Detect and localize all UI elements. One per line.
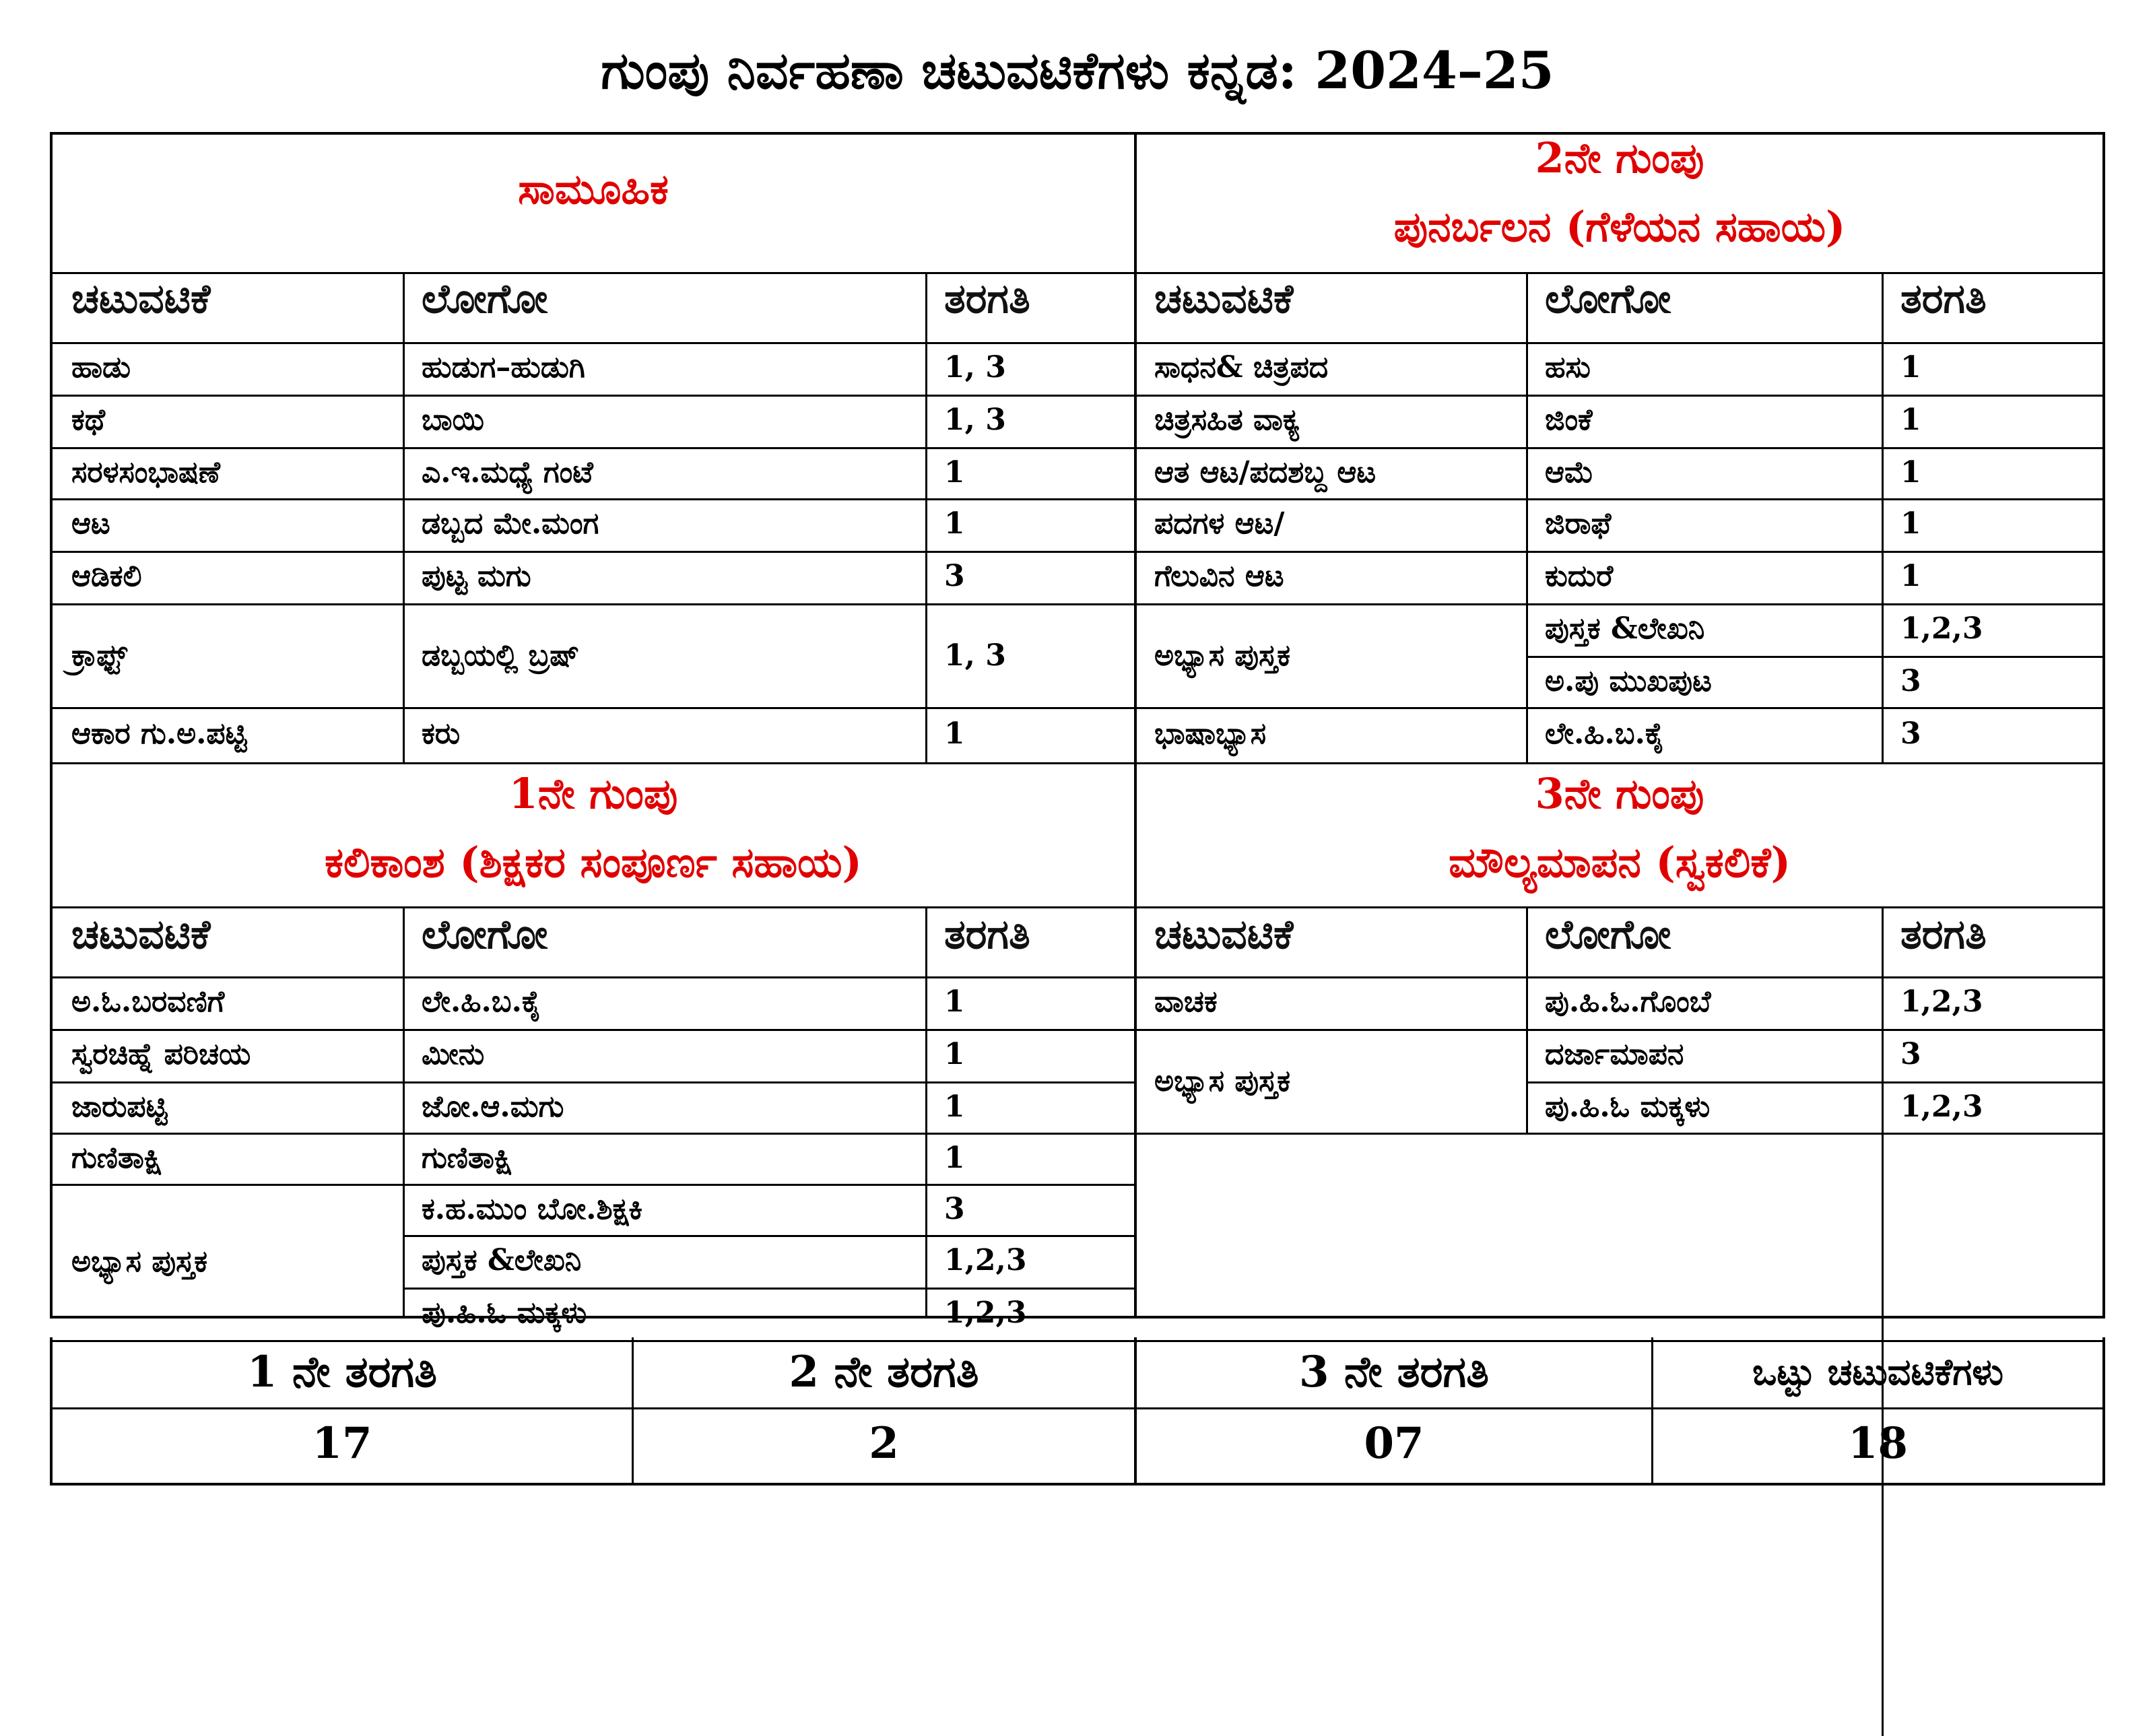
column-header-logo: ಲೋಗೋ [1545, 911, 1671, 958]
table-cell: ಜಿಂಕೆ [1545, 403, 1593, 437]
table-cell: 1,2,3 [944, 1296, 1027, 1330]
table-cell: ಕಥೆ [71, 403, 105, 437]
table-cell: ಅಭ್ಯಾಸ ಪುಸ್ತಕ [1154, 1064, 1291, 1098]
table-cell: 3 [1900, 716, 1921, 751]
table-cell: ಆತ ಆಟ/ಪದಶಬ್ದ ಆಟ [1154, 455, 1377, 490]
table-cell: 1,2,3 [1900, 1090, 1983, 1124]
table-cell: 1 [944, 1037, 965, 1071]
table-cell: 1 [1900, 455, 1921, 490]
page-title: ಗುಂಪು ನಿರ್ವಹಣಾ ಚಟುವಟಿಕೆಗಳು ಕನ್ನಡ: 2024–25 [601, 40, 1554, 100]
column-header-activity: ಚಟುವಟಿಕೆ [71, 911, 211, 958]
column-header-grade: ತರಗತಿ [944, 911, 1030, 958]
table-cell: ಡಬ್ಬಯಲ್ಲಿ ಬ್ರಷ್ [422, 638, 580, 673]
table-cell: 1,2,3 [1900, 984, 1983, 1019]
table-cell: ಹಾಡು [71, 350, 131, 385]
table-cell: 1 [944, 506, 965, 541]
table-cell: ಜೋ.ಆ.ಮಗು [422, 1090, 564, 1124]
table-cell: ಸಾಧನ& ಚಿತ್ರಪದ [1154, 350, 1329, 385]
table-cell: 3 [1900, 664, 1921, 698]
table-cell: 3 [944, 559, 965, 593]
table-cell: ಆಮೆ [1545, 455, 1594, 490]
table-cell: ವಾಚಕ [1154, 984, 1218, 1019]
total-value-all: 18 [1847, 1418, 1909, 1469]
table-cell: ಲೇ.ಹಿ.ಬ.ಕೈ [1545, 716, 1665, 751]
table-cell: 1 [944, 716, 965, 751]
group2-subheading: ಪುನರ್ಬಲನ (ಗೆಳೆಯನ ಸಹಾಯ) [1393, 202, 1846, 251]
table-cell: 1,2,3 [1900, 611, 1983, 646]
table-cell: ಪು.ಹಿ.ಓ ಮಕ್ಕಳು [422, 1296, 587, 1330]
table-cell: ಅಭ್ಯಾಸ ಪುಸ್ತಕ [1154, 638, 1291, 673]
table-cell: ಭಾಷಾಭ್ಯಾಸ [1154, 716, 1267, 751]
table-cell: 1,2,3 [944, 1243, 1027, 1277]
table-cell: ಕ.ಹ.ಮುಂ ಬೋ.ಶಿಕ್ಷಕಿ [422, 1192, 643, 1226]
table-cell: ಪದಗಳ ಆಟ/ [1154, 506, 1285, 541]
column-header-logo: ಲೋಗೋ [422, 275, 548, 323]
table-cell: ಡಬ್ಬದ ಮೇ.ಮಂಗ [422, 506, 599, 541]
column-header-grade: ತರಗತಿ [1900, 911, 1987, 958]
total-label-grade2: 2 ನೇ ತರಗತಿ [789, 1347, 979, 1397]
table-cell: ಕ್ರಾಫ್ಟ್ [71, 638, 127, 673]
table-cell: 3 [1900, 1037, 1921, 1071]
table-cell: ಸರಳಸಂಭಾಷಣೆ [71, 455, 220, 490]
table-cell: ಜಿರಾಫೆ [1545, 506, 1612, 541]
table-cell: ದರ್ಜಾಮಾಪನ [1545, 1037, 1684, 1071]
table-cell: ಆಡಿಕಲಿ [71, 559, 142, 593]
table-cell: ಪುಟ್ಟ ಮಗು [422, 559, 531, 593]
column-header-activity: ಚಟುವಟಿಕೆ [1154, 911, 1294, 958]
column-header-grade: ತರಗತಿ [1900, 275, 1987, 323]
total-label-grade3: 3 ನೇ ತರಗತಿ [1299, 1347, 1489, 1397]
table-cell: 1 [944, 1090, 965, 1124]
table-cell: ಚಿತ್ರಸಹಿತ ವಾಕ್ಯ [1154, 403, 1300, 437]
table-cell: ಗುಣಿತಾಕ್ಷಿ [422, 1141, 513, 1175]
table-cell: 1, 3 [944, 638, 1006, 673]
table-cell: 3 [944, 1192, 965, 1226]
table-cell: 1 [944, 455, 965, 490]
table-cell: ಹಸು [1545, 350, 1591, 385]
total-value-grade2: 2 [869, 1418, 899, 1469]
group1-subheading: ಕಲಿಕಾಂಶ (ಶಿಕ್ಷಕರ ಸಂಪೂರ್ಣ ಸಹಾಯ) [325, 838, 862, 887]
table-cell: ಗುಣಿತಾಕ್ಷಿ [71, 1141, 163, 1175]
table-cell: ಕರು [422, 716, 461, 751]
table-cell: 1 [944, 984, 965, 1019]
group1-heading: 1ನೇ ಗುಂಪು [508, 769, 678, 818]
group3-subheading: ಮೌಲ್ಯಮಾಪನ (ಸ್ವಕಲಿಕೆ) [1449, 838, 1791, 887]
table-cell: 1, 3 [944, 350, 1006, 385]
table-cell: ಅ.ಓ.ಬರವಣಿಗೆ [71, 984, 225, 1019]
table-cell: 1 [1900, 350, 1921, 385]
table-cell: ಪುಸ್ತಕ &ಲೇಖನಿ [1545, 611, 1705, 646]
table-cell: ಆಕಾರ ಗು.ಅ.ಪಟ್ಟಿ [71, 716, 247, 751]
table-cell: ಪು.ಹಿ.ಓ.ಗೊಂಬೆ [1545, 984, 1711, 1019]
table-cell: ಆಟ [71, 506, 110, 541]
table-cell: ಎ.ಇ.ಮಧ್ಯೆ ಗಂಟೆ [422, 455, 593, 490]
table-cell: ಮೀನು [422, 1037, 485, 1071]
table-cell: ಅ.ಪು ಮುಖಪುಟ [1545, 664, 1712, 698]
total-label-grade1: 1 ನೇ ತರಗತಿ [247, 1347, 437, 1397]
table-cell: ಪು.ಹಿ.ಓ ಮಕ್ಕಳು [1545, 1090, 1711, 1124]
total-label-all: ಒಟ್ಟು ಚಟುವಟಿಕೆಗಳು [1752, 1350, 2003, 1393]
table-cell: ಹುಡುಗ–ಹುಡುಗಿ [422, 350, 585, 385]
table-cell: 1 [944, 1141, 965, 1175]
table-cell: ಬಾಯಿ [422, 403, 484, 437]
table-cell: ಲೇ.ಹಿ.ಬ.ಕೈ [422, 984, 541, 1019]
column-header-grade: ತರಗತಿ [944, 275, 1030, 323]
column-header-logo: ಲೋಗೋ [1545, 275, 1671, 323]
table-cell: ಅಭ್ಯಾಸ ಪುಸ್ತಕ [71, 1244, 208, 1279]
table-cell: 1 [1900, 559, 1921, 593]
column-header-activity: ಚಟುವಟಿಕೆ [1154, 275, 1294, 323]
totals-table [50, 1337, 2105, 1485]
total-value-grade3: 07 [1364, 1418, 1424, 1469]
table-cell: ಜಾರುಪಟ್ಟಿ [71, 1090, 168, 1124]
samuhika-heading: ಸಾಮೂಹಿಕ [518, 164, 669, 213]
table-cell: ಕುದುರೆ [1545, 559, 1614, 593]
column-header-logo: ಲೋಗೋ [422, 911, 548, 958]
table-cell: ಪುಸ್ತಕ &ಲೇಖನಿ [422, 1243, 582, 1277]
group2-heading: 2ನೇ ಗುಂಪು [1535, 133, 1704, 182]
table-cell: 1 [1900, 403, 1921, 437]
group3-heading: 3ನೇ ಗುಂಪು [1535, 769, 1704, 818]
table-cell: ಗೆಲುವಿನ ಆಟ [1154, 559, 1284, 593]
table-cell: 1, 3 [944, 403, 1006, 437]
table-cell: 1 [1900, 506, 1921, 541]
column-header-activity: ಚಟುವಟಿಕೆ [71, 275, 211, 323]
total-value-grade1: 17 [312, 1418, 372, 1469]
table-cell: ಸ್ವರಚಿಹ್ನೆ ಪರಿಚಯ [71, 1037, 251, 1071]
activity-table [50, 132, 2105, 1330]
